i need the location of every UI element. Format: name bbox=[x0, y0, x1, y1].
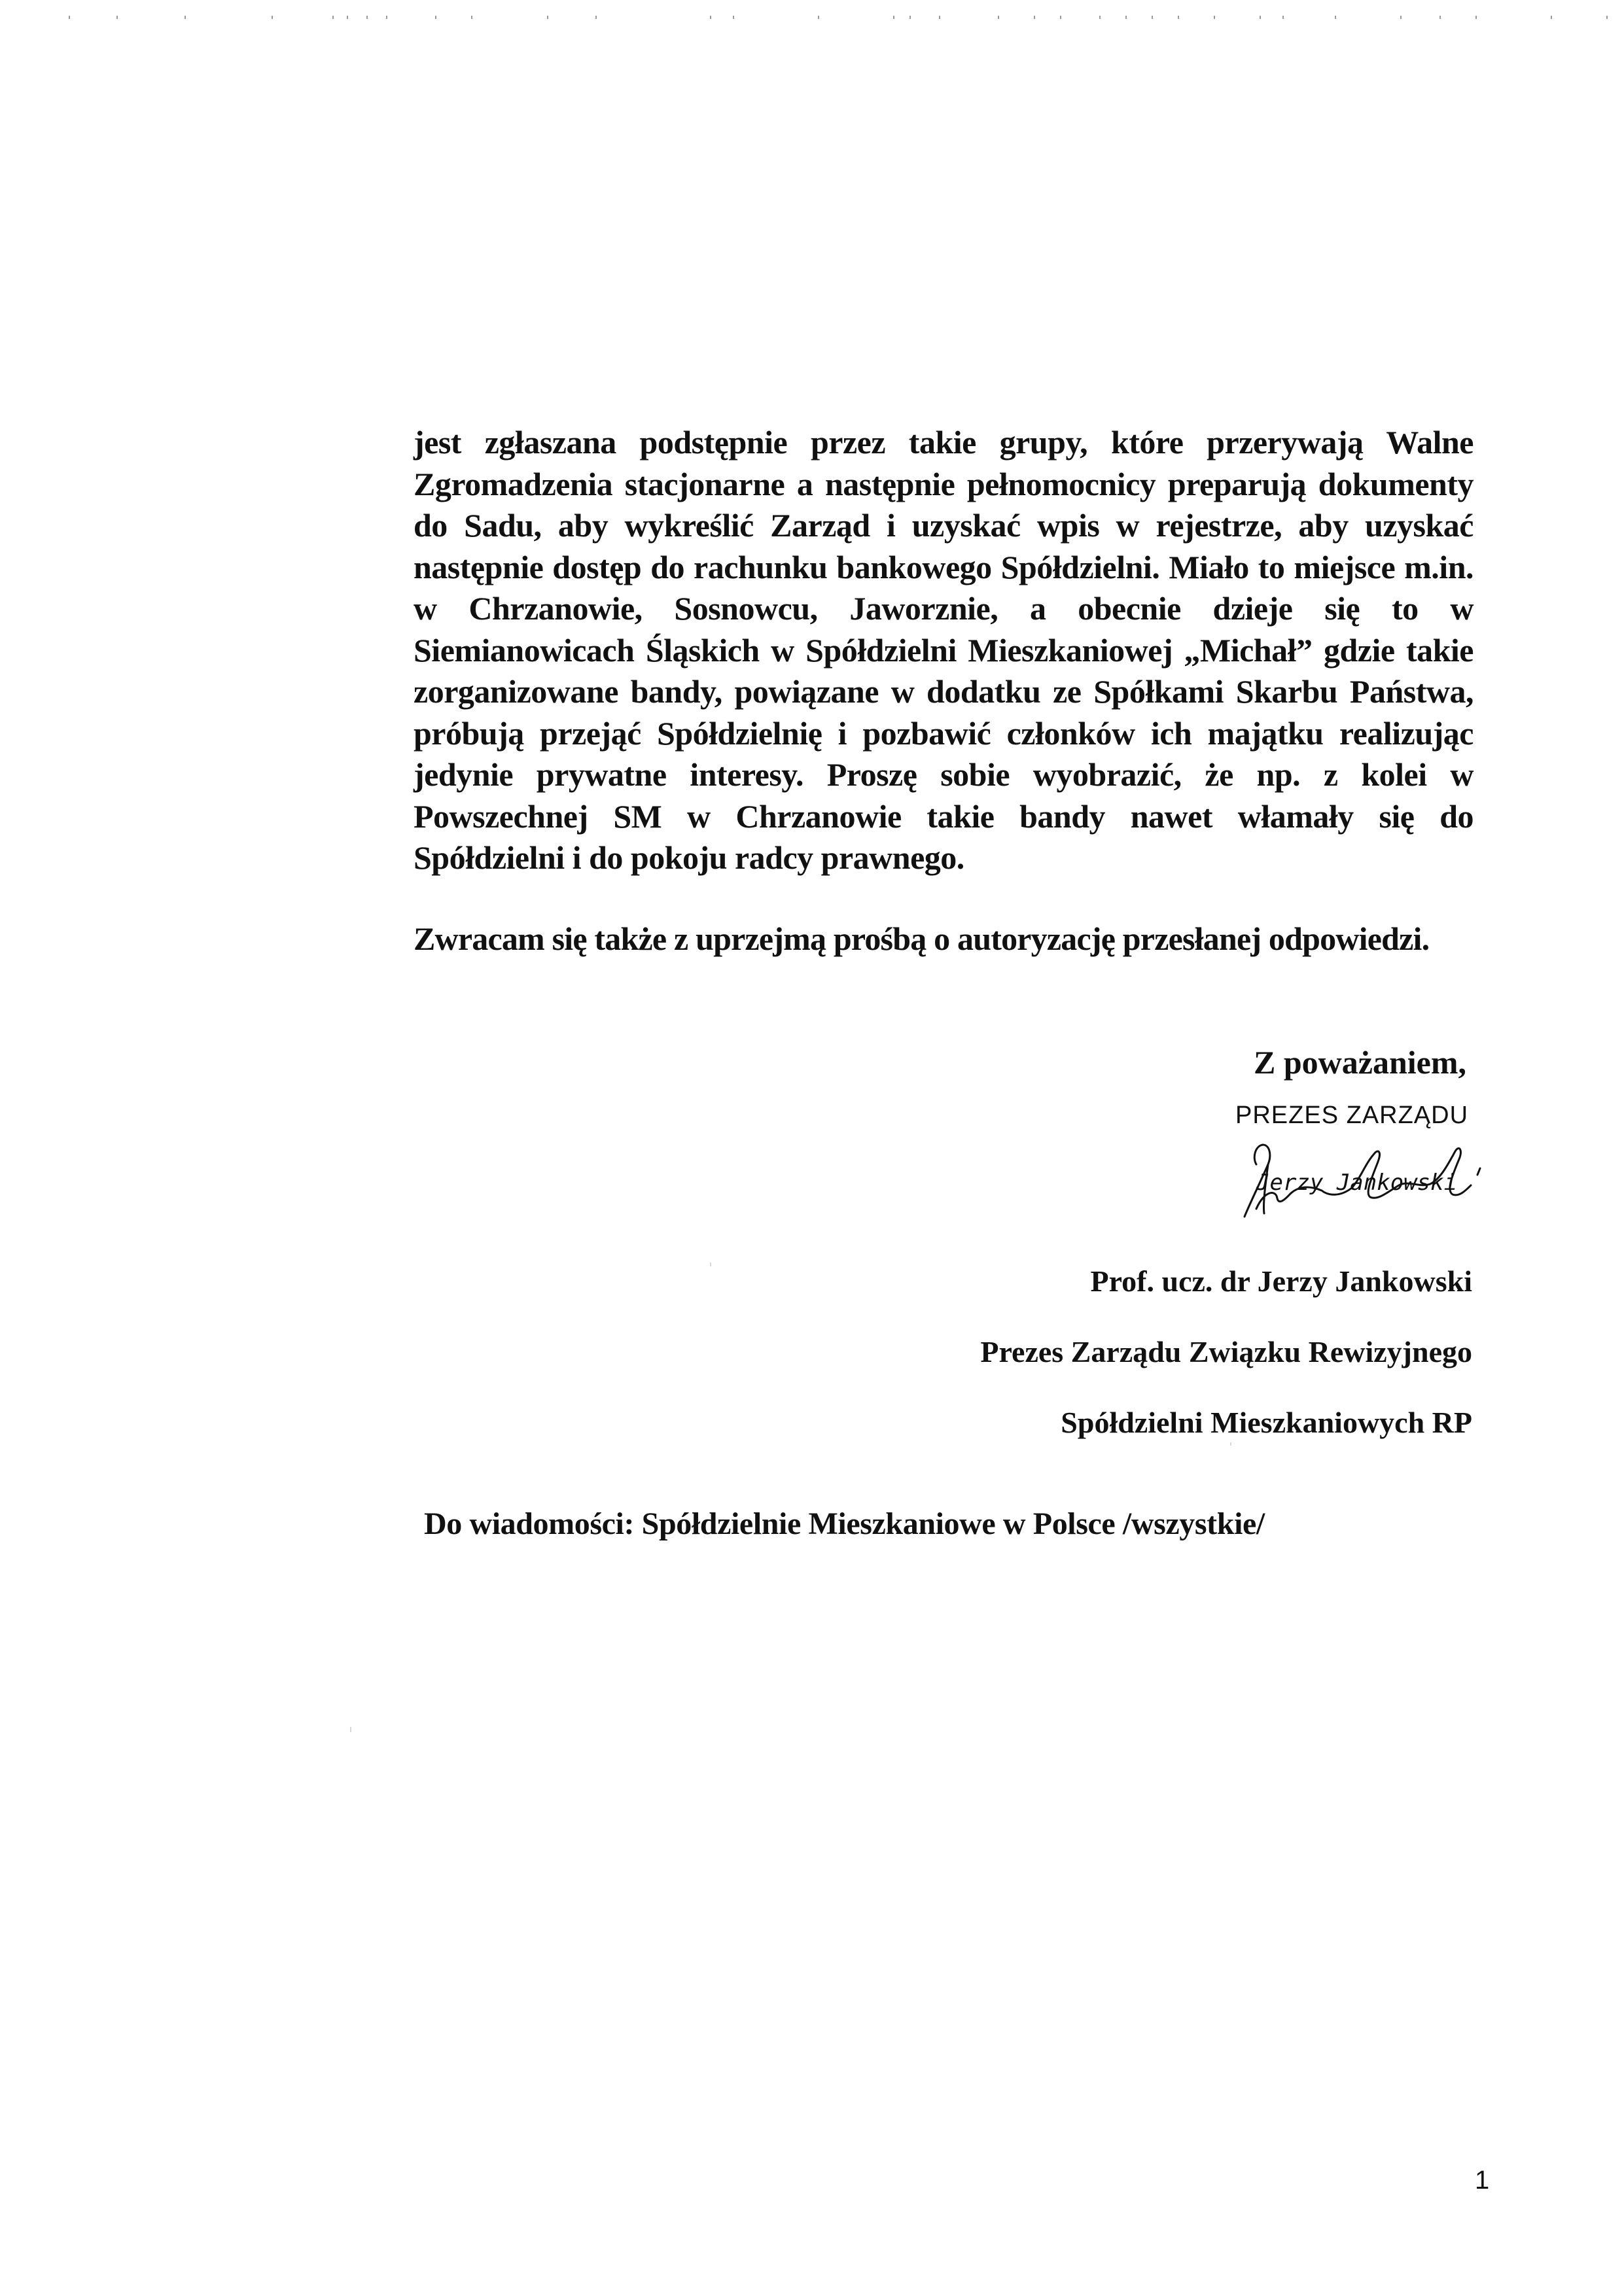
scan-speck bbox=[547, 16, 548, 19]
scan-speck bbox=[386, 16, 387, 19]
signatory-position: Prezes Zarządu Związku Rewizyjnego bbox=[980, 1335, 1472, 1368]
scan-speck bbox=[1551, 16, 1552, 19]
scan-speck bbox=[710, 1262, 711, 1266]
scan-speck bbox=[69, 16, 70, 19]
scan-speck bbox=[818, 16, 819, 19]
body-paragraph: jest zgłaszana podstępnie przez takie grupy, które przerywają Walne Zgromadzenia stacjonarne a następnie pełnomocnicy preparują dokumenty do Sadu, aby wykreślić Zarząd i uzyskać wpis w rejestrze, aby uzyskać następnie dostęp do rachunku bankowego Spółdzielni. Miało to miejsce m.in. w Chrzanowie, Sosnowcu, Jaworznie, a obecnie dzieje się to w Siemianowicach Śląskich w Spółdzielni Mieszkaniowej „Michał” gdzie takie zorganizowane bandy, powiązane w dodatku ze Spółkami Skarbu Państwa, próbują przejąć Spółdzielnię i pozbawić członków ich majątku realizując jedynie prywatne interesy. Proszę sobie wyobrazić, że np. z kolei w Powszechnej SM w Chrzanowie takie bandy nawet włamały się do Spółdzielni i do pokoju radcy prawnego. bbox=[414, 424, 1474, 876]
scan-speck bbox=[332, 16, 334, 19]
scan-speck bbox=[1099, 16, 1101, 19]
stamp-name: Jerzy Jankowski bbox=[1256, 1170, 1458, 1196]
scan-speck bbox=[116, 16, 118, 19]
scan-speck bbox=[1152, 16, 1153, 19]
scan-artifact-row bbox=[0, 16, 1624, 25]
scan-speck bbox=[347, 16, 348, 19]
stamp-title: PREZES ZARZĄDU bbox=[1235, 1102, 1469, 1129]
closing-salutation: Z poważaniem, bbox=[1254, 1044, 1466, 1081]
scan-speck bbox=[595, 16, 597, 19]
scan-speck bbox=[1400, 16, 1402, 19]
page-number: 1 bbox=[1475, 2166, 1490, 2195]
scan-speck bbox=[1260, 16, 1261, 19]
scan-speck bbox=[733, 16, 734, 19]
scan-speck bbox=[350, 1727, 351, 1732]
scan-speck bbox=[1282, 16, 1284, 19]
authorization-request: Zwracam się także z uprzejmą prośbą o autoryzację przesłanej odpowiedzi. bbox=[414, 920, 1430, 957]
scan-speck bbox=[1178, 16, 1179, 19]
signature-stroke bbox=[1244, 1145, 1471, 1217]
scan-speck bbox=[1439, 16, 1441, 19]
scan-speck bbox=[272, 16, 273, 19]
scan-speck bbox=[1034, 16, 1035, 19]
scan-speck bbox=[471, 16, 472, 19]
scan-speck bbox=[710, 16, 711, 19]
scan-speck bbox=[435, 16, 436, 19]
scan-speck bbox=[366, 16, 368, 19]
scan-speck bbox=[1335, 16, 1336, 19]
carbon-copy-line: Do wiadomości: Spółdzielnie Mieszkaniowe w Polsce /wszystkie/ bbox=[424, 1506, 1265, 1541]
scan-speck bbox=[185, 16, 186, 19]
scan-speck bbox=[1214, 16, 1215, 19]
scan-speck bbox=[1060, 16, 1061, 19]
scan-speck bbox=[1230, 1442, 1231, 1446]
scan-speck bbox=[893, 16, 894, 19]
scan-speck bbox=[909, 16, 911, 19]
letter-body bbox=[414, 422, 1474, 879]
scan-speck bbox=[998, 16, 999, 19]
signature-icon bbox=[1230, 1125, 1505, 1243]
signature-dot bbox=[1477, 1168, 1480, 1175]
signatory-name: Prof. ucz. dr Jerzy Jankowski bbox=[1090, 1264, 1472, 1298]
scan-speck bbox=[1606, 16, 1608, 19]
scan-speck bbox=[1475, 16, 1477, 19]
scan-speck bbox=[939, 16, 940, 19]
signatory-organization: Spółdzielni Mieszkaniowych RP bbox=[1061, 1406, 1472, 1439]
signatory-block bbox=[980, 1246, 1472, 1458]
scan-speck bbox=[1125, 16, 1127, 19]
